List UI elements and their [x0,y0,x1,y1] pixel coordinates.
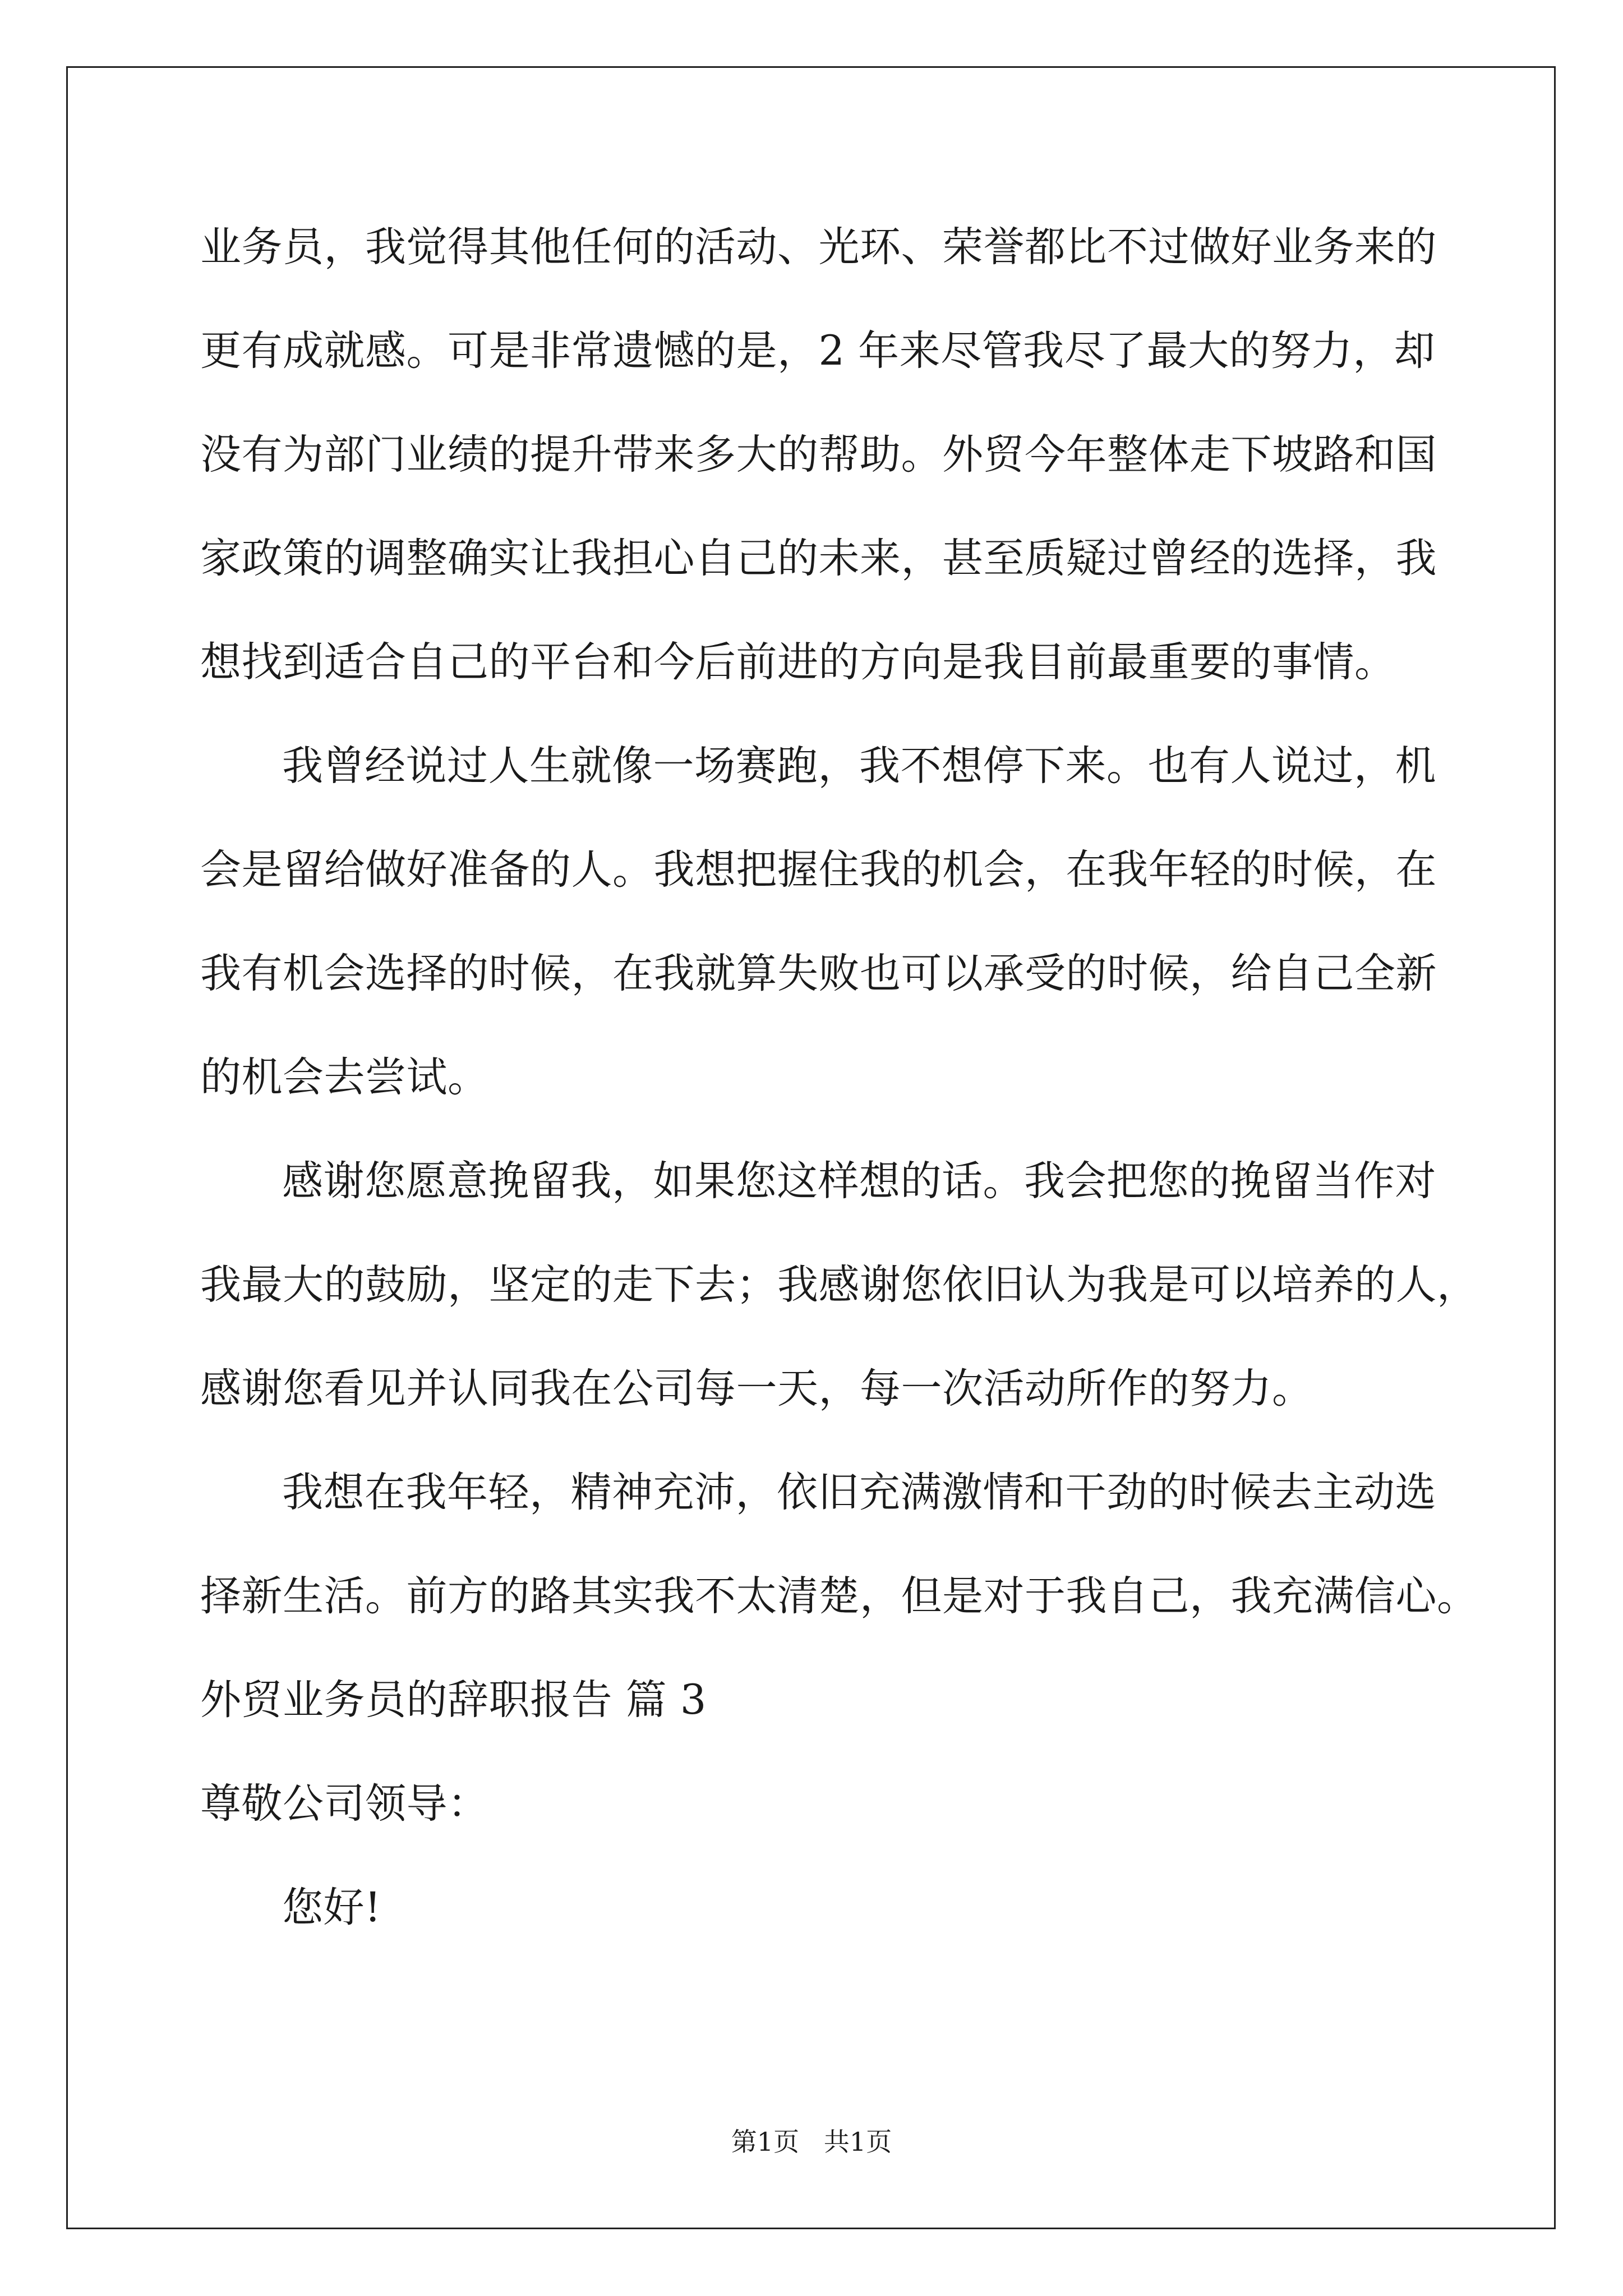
text-line-7: 会是留给做好准备的人。我想把握住我的机会，在我年轻的时候，在 [200,846,1437,894]
text-line-5: 想找到适合自己的平台和今后前进的方向是我目前最重要的事情。 [200,638,1396,686]
section-heading: 外贸业务员的辞职报告 篇 3 [200,1676,707,1724]
text-line-14: 择新生活。前方的路其实我不太清楚，但是对于我自己，我充满信心。 [200,1572,1478,1620]
text-line-9: 的机会去尝试。 [200,1053,489,1101]
text-line-13: 我想在我年轻，精神充沛，依旧充满激情和干劲的时候去主动选 [282,1469,1436,1516]
text-line-2: 更有成就感。可是非常遗憾的是，2 年来尽管我尽了最大的努力，却 [200,327,1436,375]
text-line-6: 我曾经说过人生就像一场赛跑，我不想停下来。也有人说过，机 [282,742,1436,790]
text-line-11: 我最大的鼓励，坚定的走下去；我感谢您依旧认为我是可以培养的人， [200,1261,1478,1309]
page-footer: 第1页 共1页 [731,2127,892,2157]
greeting: 您好! [282,1884,381,1931]
text-line-10: 感谢您愿意挽留我，如果您这样想的话。我会把您的挽留当作对 [282,1157,1436,1205]
text-line-4: 家政策的调整确实让我担心自己的未来，甚至质疑过曾经的选择，我 [200,535,1437,582]
text-line-12: 感谢您看见并认同我在公司每一天，每一次活动所作的努力。 [200,1365,1313,1412]
text-line-1: 业务员，我觉得其他任何的活动、光环、荣誉都比不过做好业务来的 [200,223,1437,271]
text-line-8: 我有机会选择的时候，在我就算失败也可以承受的时候，给自己全新 [200,950,1437,997]
document-body [200,219,1478,1983]
salutation: 尊敬公司领导： [200,1780,489,1828]
text-line-3: 没有为部门业绩的提升带来多大的帮助。外贸今年整体走下坡路和国 [200,431,1437,478]
